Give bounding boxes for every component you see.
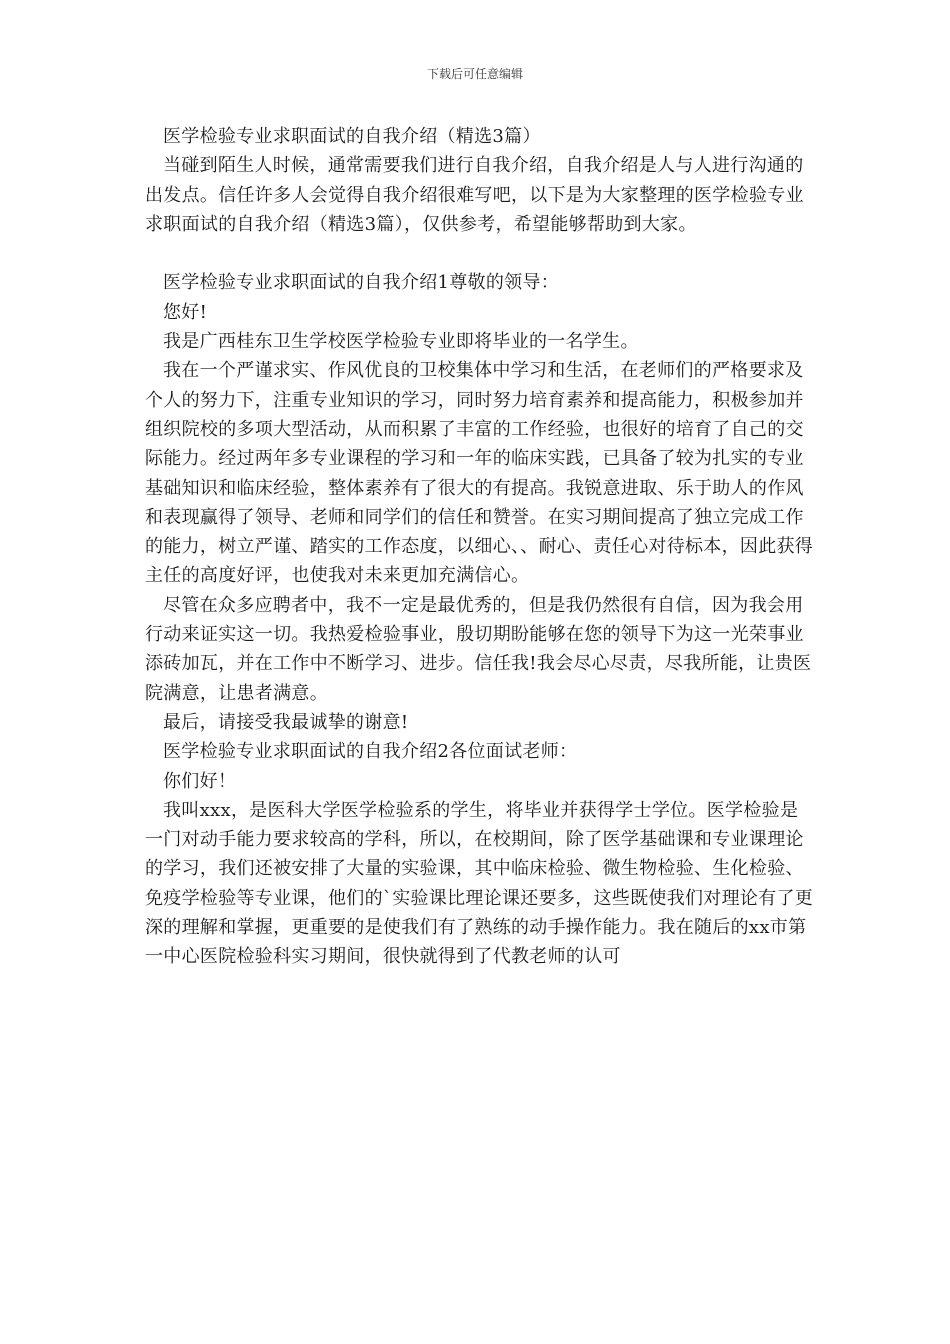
document-body	[145, 122, 815, 972]
blank-line	[145, 239, 815, 268]
section-2-heading: 医学检验专业求职面试的自我介绍2各位面试老师：	[163, 741, 578, 763]
page-header: 下载后可任意编辑	[426, 67, 523, 81]
document-title: 医学检验专业求职面试的自我介绍（精选3篇）	[163, 126, 541, 147]
section-1-heading: 医学检验专业求职面试的自我介绍1尊敬的领导：	[163, 272, 560, 294]
paragraph-2-intro: 我叫xxx，是医科大学医学检验系的学生，将毕业并获得学士学位。医学检验是一门对动手能力要求较高的学科，所以，在校期间，除了医学基础课和专业课理论的学习，我们还被安排了大量的实验课，其中临床检验、微生物检验、生化检验、免疫学检验等专业课，他们的`实验课比理论课还要多，这些既使我们对理论有了更深的理解和掌握，更重要的是使我们有了熟练的动手操作能力。我在随后的xx市第一中心医院检验科实习期间，很快就得到了代教老师的认可	[145, 799, 814, 968]
paragraph-1-experience: 我在一个严谨求实、作风优良的卫校集体中学习和生活，在老师们的严格要求及个人的努力下，注重专业知识的学习，同时努力培育素养和提高能力，积极参加并组织院校的多项大型活动，从而积累了丰富的工作经验，也很好的培育了自己的交际能力。经过两年多专业课程的学习和一年的临床实践，已具备了较为扎实的专业基础知识和临床经验，整体素养有了很大的有提高。我锐意进取、乐于助人的作风和表现赢得了领导、老师和同学们的信任和赞誉。在实习期间提高了独立完成工作的能力，树立严谨、踏实的工作态度，以细心、、耐心、责任心对待标本，因此获得主任的高度好评，也使我对未来更加充满信心。	[145, 360, 814, 587]
intro-paragraph: 当碰到陌生人时候，通常需要我们进行自我介绍，自我介绍是人与人进行沟通的出发点。信任许多人会觉得自我介绍很难写吧，以下是为大家整理的医学检验专业求职面试的自我介绍（精选3篇），仅供参考，希望能够帮助到大家。	[145, 155, 804, 235]
paragraph-1-thanks: 最后，请接受我最诚挚的谢意!	[163, 711, 409, 733]
paragraph-1-intro: 我是广西桂东卫生学校医学检验专业即将毕业的一名学生。	[163, 331, 639, 353]
greeting-1: 您好!	[163, 301, 208, 323]
greeting-2: 你们好！	[163, 770, 237, 792]
paragraph-1-confidence: 尽管在众多应聘者中，我不一定是最优秀的，但是我仍然很有自信，因为我会用行动来证实这一切。我热爱检验事业，殷切期盼能够在您的领导下为这一光荣事业添砖加瓦，并在工作中不断学习、进步。信任我!我会尽心尽责，尽我所能，让贵医院满意，让患者满意。	[145, 594, 812, 704]
